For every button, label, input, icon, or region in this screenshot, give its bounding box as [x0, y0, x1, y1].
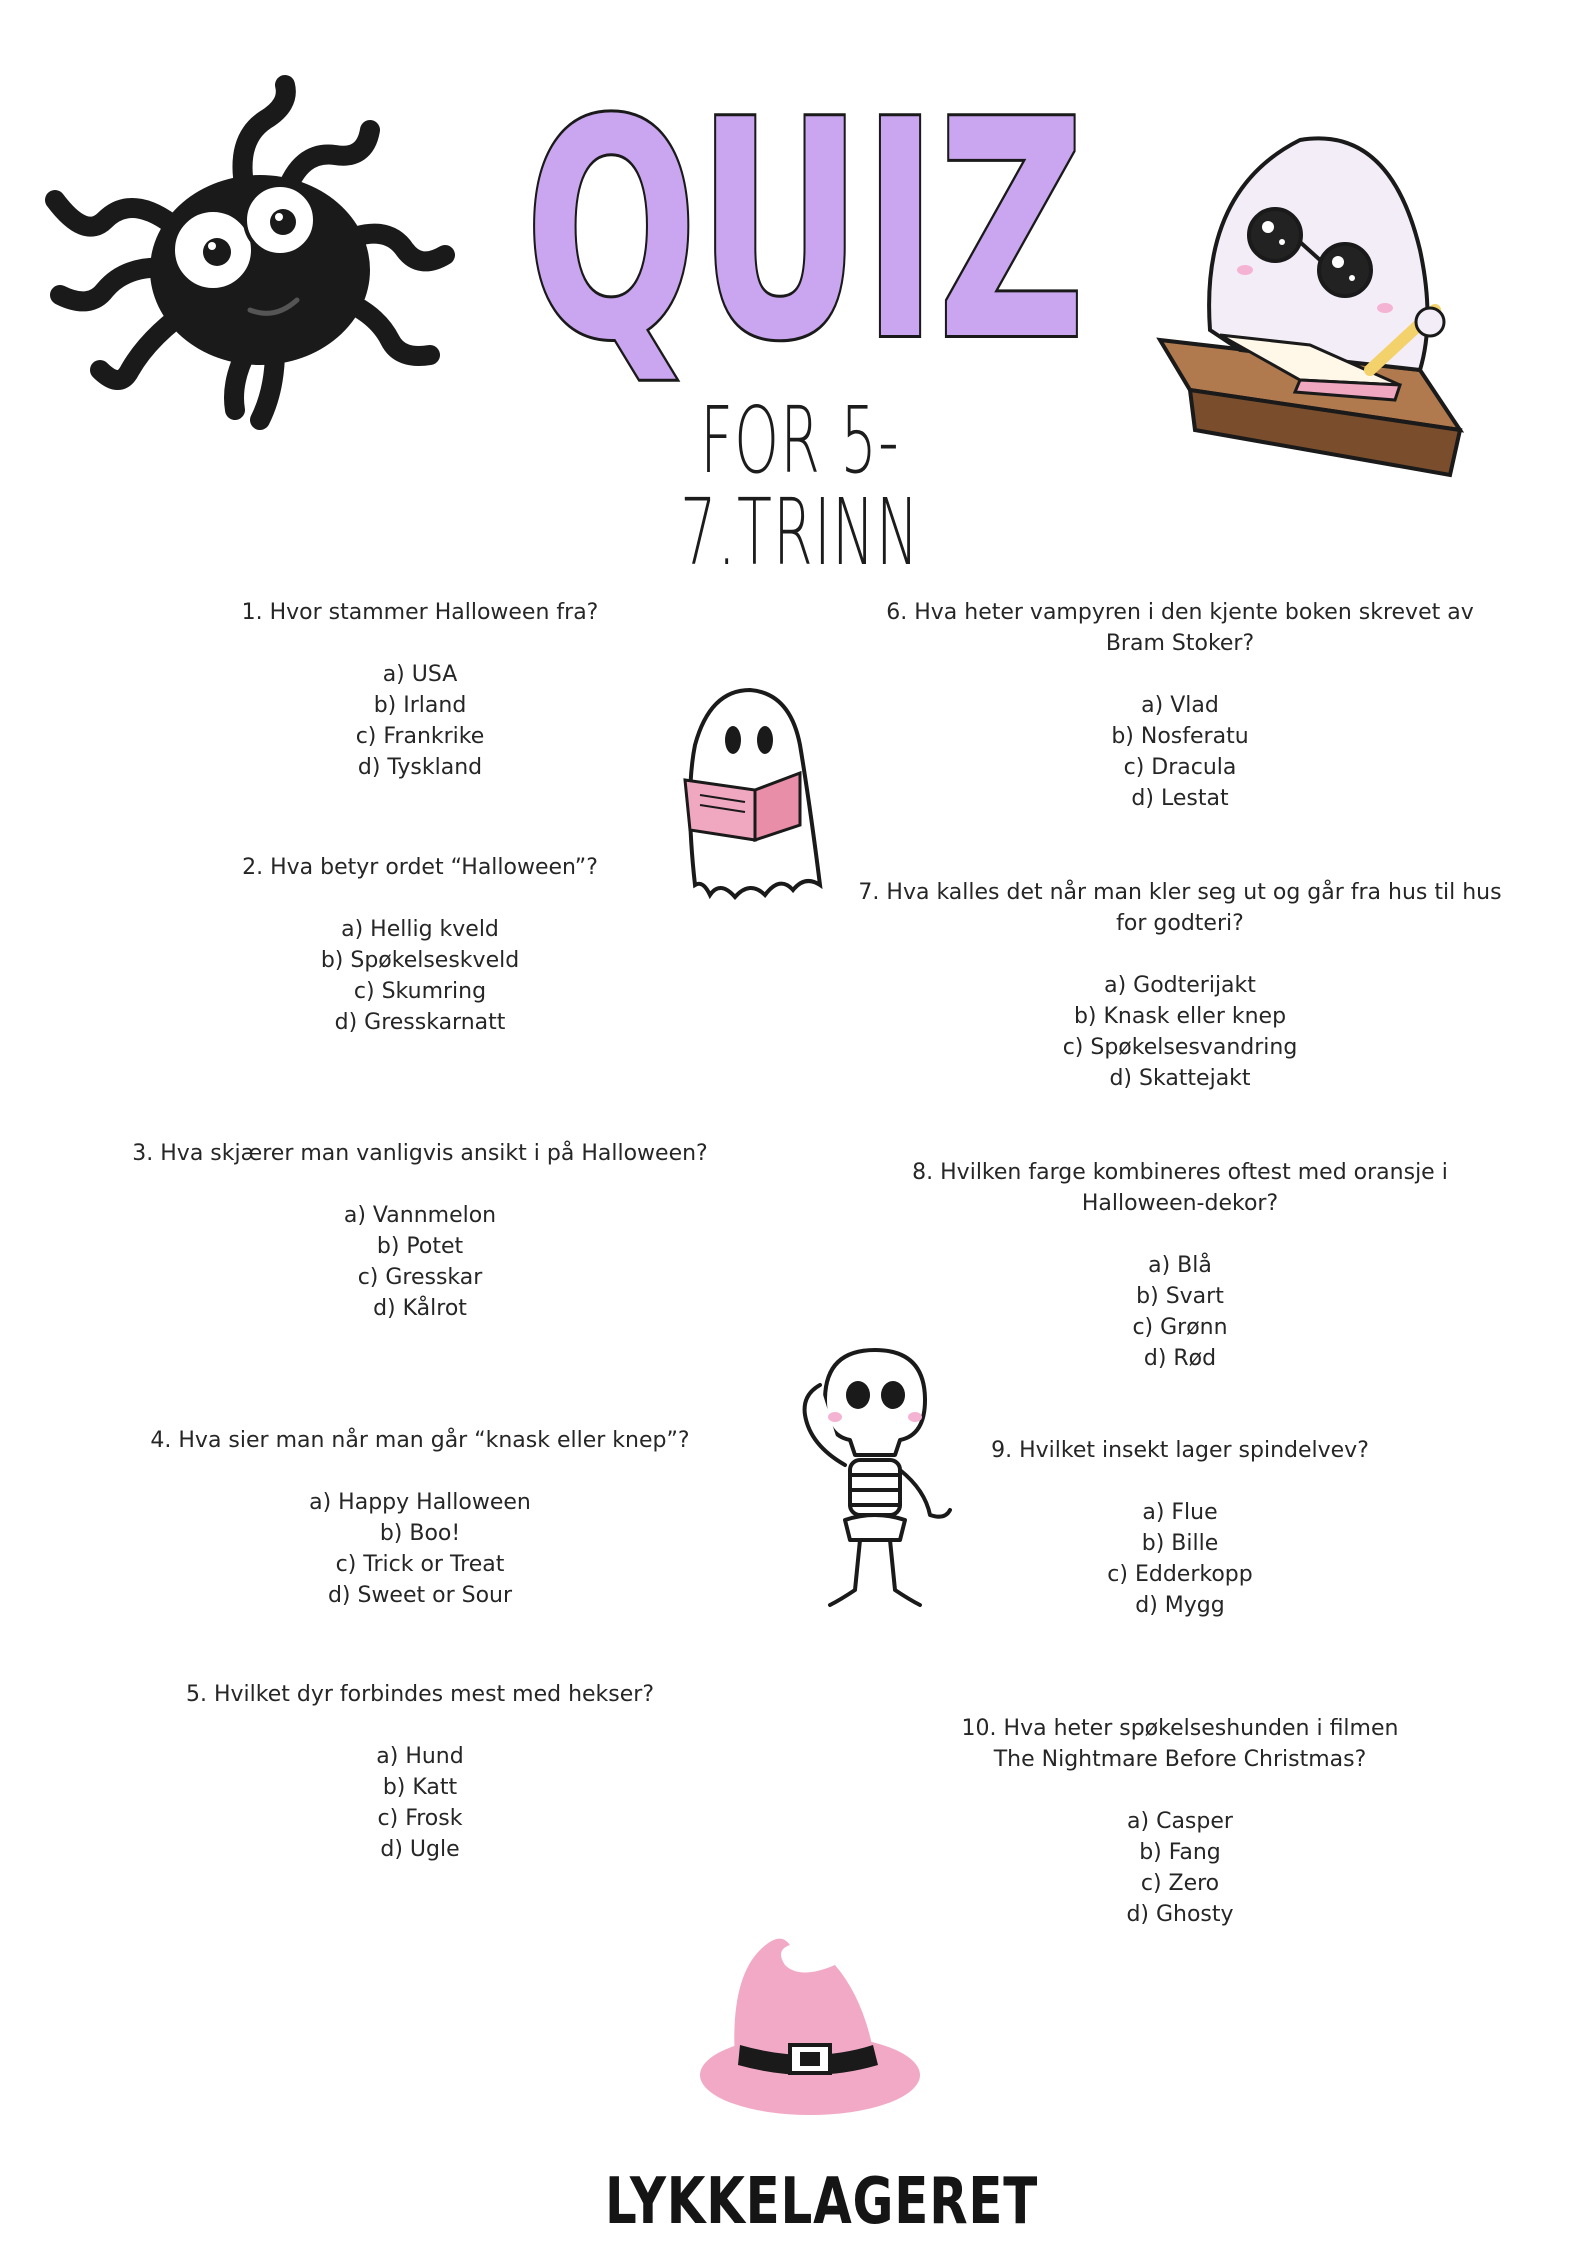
answer-option: d) Lestat: [1131, 786, 1229, 811]
answer-option: a) Blå: [1148, 1253, 1212, 1278]
answer-option: c) Edderkopp: [1107, 1562, 1253, 1587]
question-text: 5. Hvilket dyr forbindes mest med hekser?: [185, 1682, 655, 1707]
answer-option: b) Nosferatu: [1111, 724, 1249, 749]
question-9: [855, 1435, 1505, 1621]
answer-option: b) Katt: [382, 1775, 458, 1800]
answer-option: c) Skumring: [353, 979, 487, 1004]
question-10: [955, 1713, 1405, 1930]
answer-option: c) Zero: [1140, 1871, 1220, 1896]
brand-logo-text: LYKKELAGERET: [605, 2165, 1039, 2239]
question-4: [130, 1425, 710, 1611]
question-text: 7. Hva kalles det når man kler seg ut og går fra hus til hus for godteri?: [858, 880, 1502, 936]
question-5: [130, 1679, 710, 1865]
answer-option: d) Ugle: [380, 1837, 460, 1862]
answer-option: d) Tyskland: [357, 755, 483, 780]
question-text: 1. Hvor stammer Halloween fra?: [241, 600, 599, 625]
question-6: [855, 597, 1505, 814]
answer-option: c) Trick or Treat: [335, 1552, 505, 1577]
question-text: 2. Hva betyr ordet “Halloween”?: [242, 855, 598, 880]
answer-option: d) Skattejakt: [1109, 1066, 1251, 1091]
answer-option: a) Vannmelon: [343, 1203, 497, 1228]
answer-option: d) Ghosty: [1126, 1902, 1234, 1927]
answer-option: a) Godterijakt: [1104, 973, 1256, 998]
subtitle: FOR 5-7.TRINN: [680, 387, 920, 586]
answer-option: d) Gresskarnatt: [334, 1010, 506, 1035]
question-1: [130, 597, 710, 783]
question-text: 6. Hva heter vampyren i den kjente boken skrevet av Bram Stoker?: [886, 600, 1474, 656]
question-3: [130, 1138, 710, 1324]
witch-hat-illustration: [690, 1920, 930, 2120]
answer-option: d) Rød: [1143, 1346, 1217, 1371]
question-7: [855, 877, 1505, 1094]
answer-option: b) Knask eller knep: [1073, 1004, 1287, 1029]
question-text: 3. Hva skjærer man vanligvis ansikt i på Halloween?: [132, 1141, 708, 1166]
answer-option: c) Frankrike: [355, 724, 485, 749]
answer-option: a) Vlad: [1141, 693, 1219, 718]
answer-option: a) Happy Halloween: [309, 1490, 531, 1515]
answer-option: a) Casper: [1127, 1809, 1233, 1834]
spider-illustration: [35, 70, 455, 430]
answer-option: a) Hund: [376, 1744, 464, 1769]
quiz-title-text: QUIZ: [525, 57, 1085, 406]
question-text: 9. Hvilket insekt lager spindelvev?: [991, 1438, 1369, 1463]
answer-option: b) Svart: [1136, 1284, 1224, 1309]
answer-option: c) Dracula: [1123, 755, 1237, 780]
answer-option: b) Boo!: [379, 1521, 461, 1546]
answer-option: c) Gresskar: [357, 1265, 483, 1290]
answer-option: b) Bille: [1141, 1531, 1219, 1556]
answer-option: b) Irland: [373, 693, 467, 718]
answer-option: b) Spøkelseskveld: [320, 948, 520, 973]
answer-option: c) Spøkelsesvandring: [1062, 1035, 1298, 1060]
answer-option: c) Frosk: [377, 1806, 463, 1831]
answer-option: d) Mygg: [1135, 1593, 1225, 1618]
answer-option: a) USA: [382, 662, 458, 687]
question-text: 8. Hvilken farge kombineres oftest med oransje i Halloween-dekor?: [912, 1160, 1448, 1216]
answer-option: d) Kålrot: [373, 1296, 467, 1321]
reading-ghost-desk-illustration: [1150, 130, 1480, 490]
question-8: [855, 1157, 1505, 1374]
quiz-title: [515, 57, 1095, 406]
question-2: [130, 852, 710, 1038]
answer-option: b) Fang: [1139, 1840, 1221, 1865]
question-text: 4. Hva sier man når man går “knask eller knep”?: [150, 1428, 690, 1453]
answer-option: a) Flue: [1142, 1500, 1218, 1525]
question-text: 10. Hva heter spøkelseshunden i filmen The Nightmare Before Christmas?: [961, 1716, 1399, 1772]
answer-option: c) Grønn: [1132, 1315, 1228, 1340]
answer-option: d) Sweet or Sour: [327, 1583, 513, 1608]
answer-option: a) Hellig kveld: [341, 917, 499, 942]
answer-option: b) Potet: [376, 1234, 464, 1259]
